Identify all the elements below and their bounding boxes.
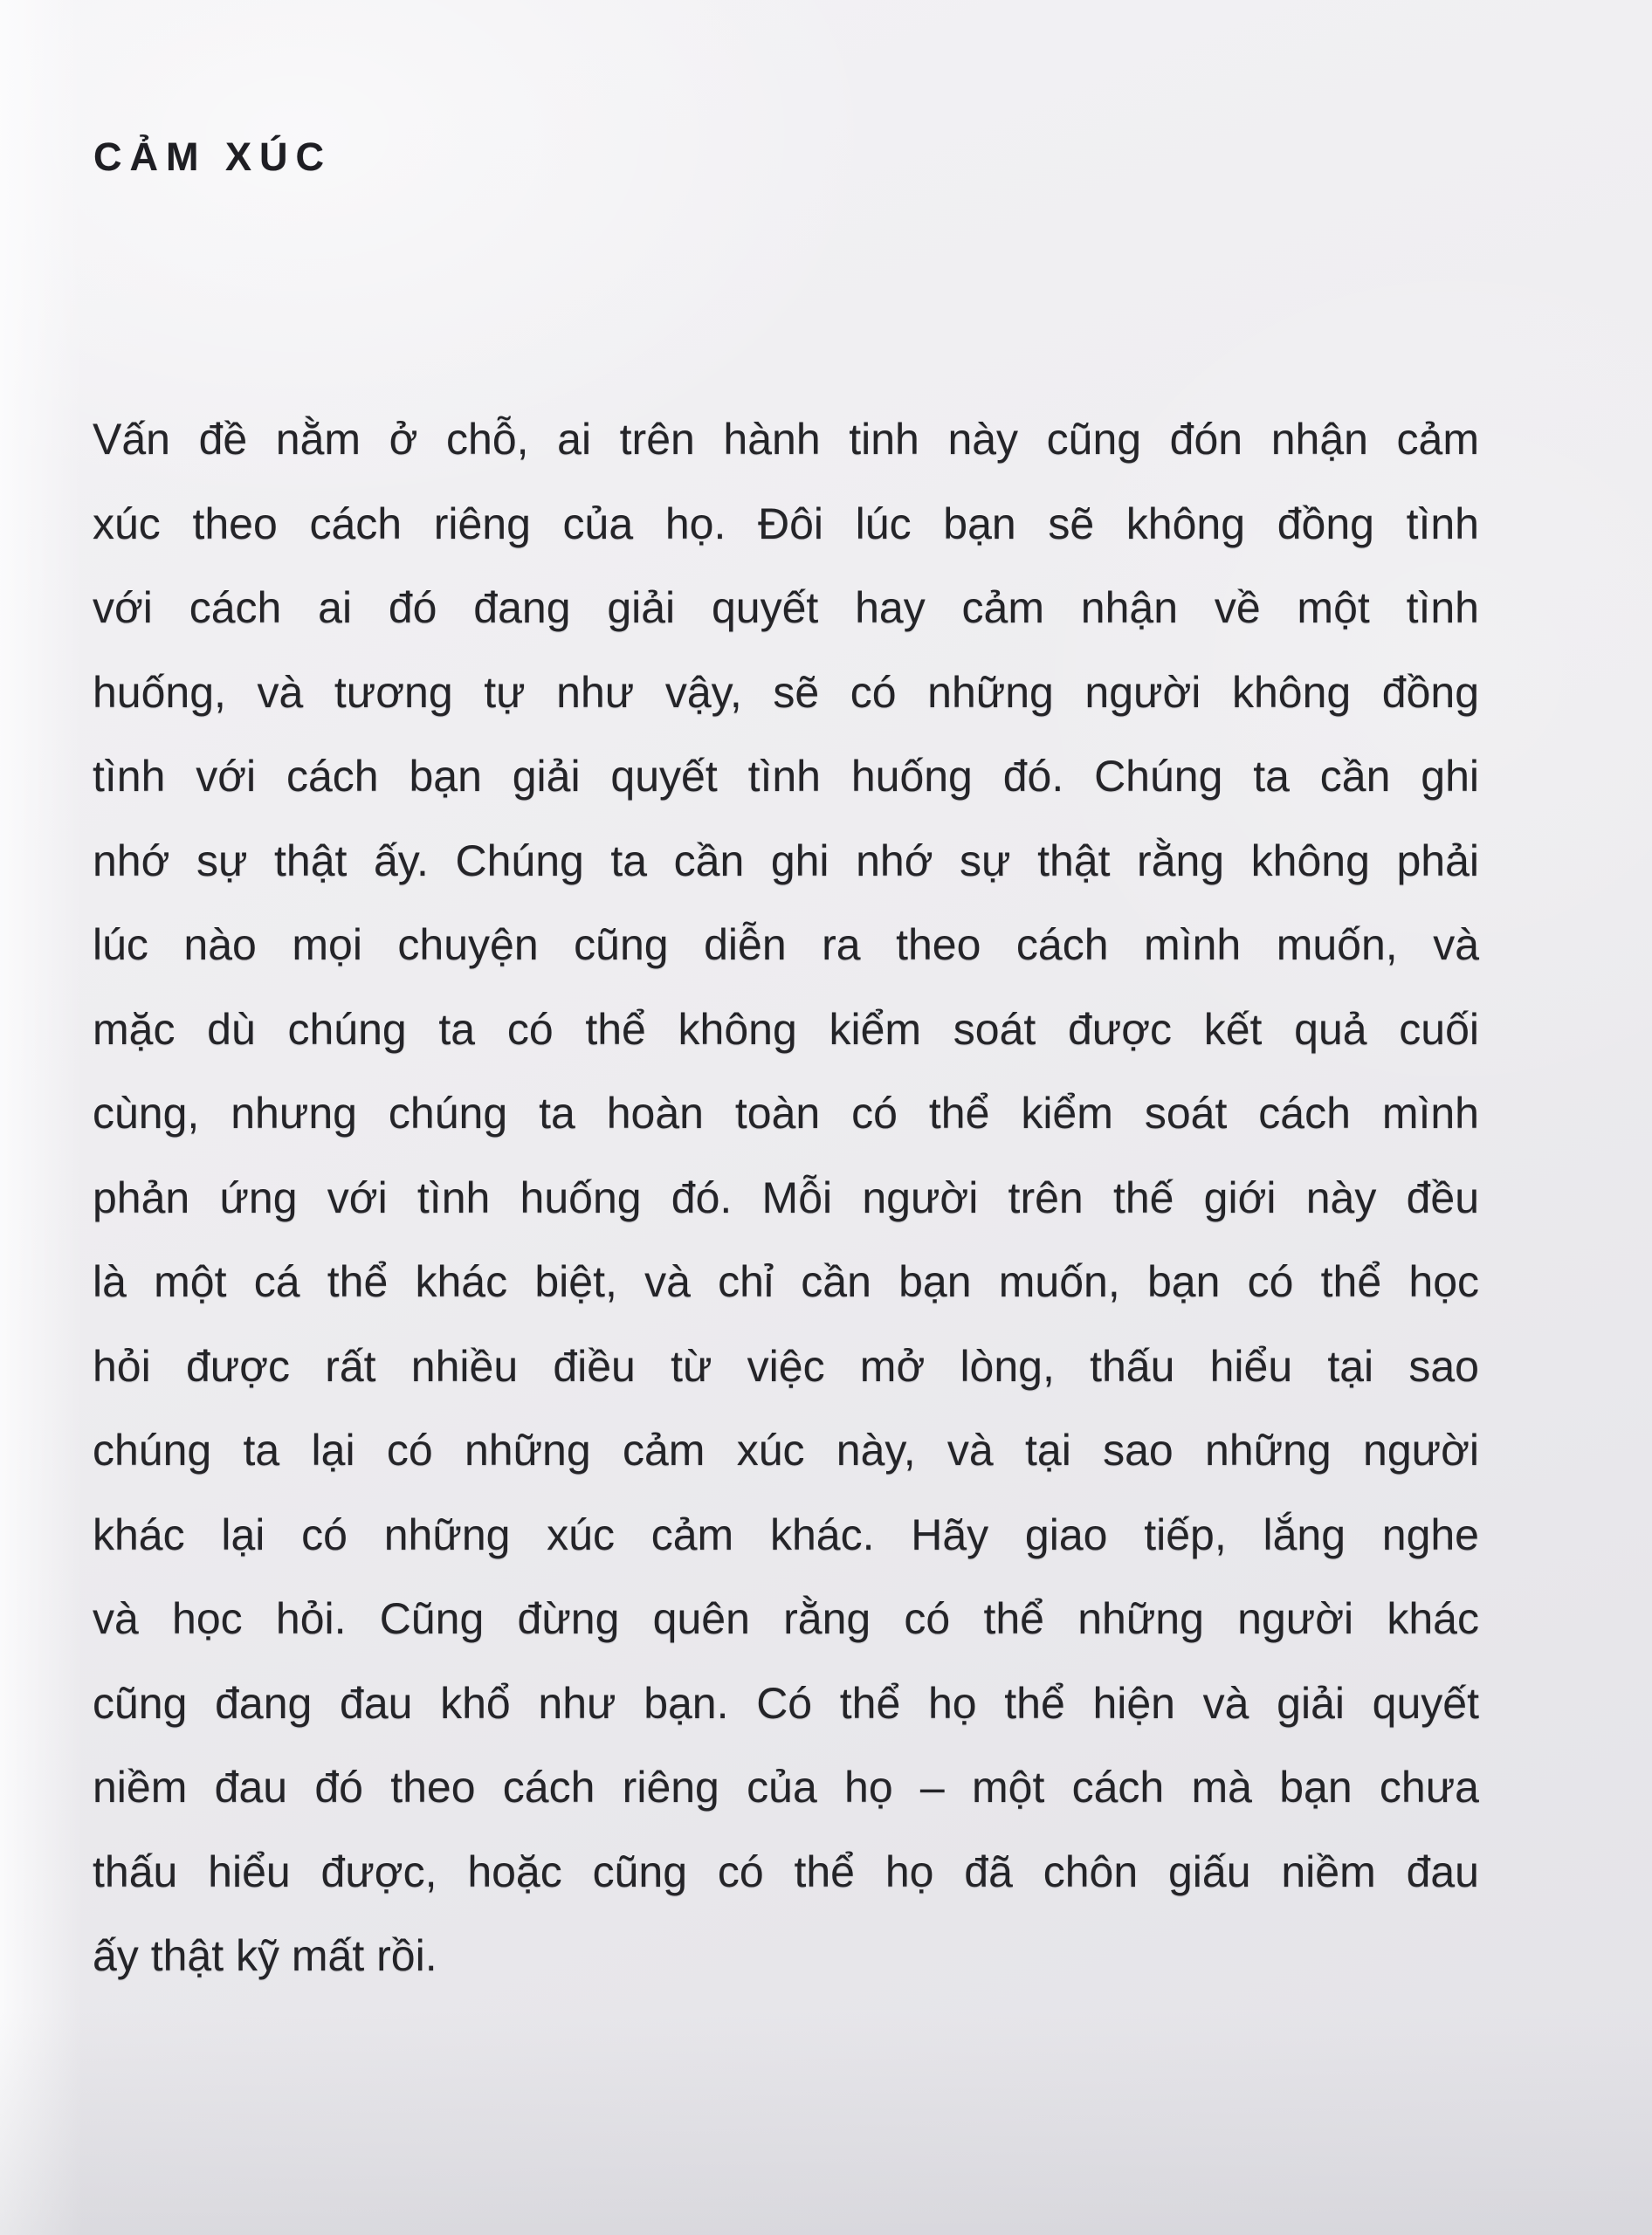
paragraph-line: hỏi được rất nhiều điều từ việc mở lòng, thấu hiểu tại sao (93, 1341, 1479, 1391)
paragraph-line: xúc theo cách riêng của họ. Đôi lúc bạn sẽ không đồng tình (93, 499, 1479, 548)
paragraph-line: cùng, nhưng chúng ta hoàn toàn có thể kiểm soát cách mình (93, 1089, 1479, 1138)
paragraph-line: là một cá thể khác biệt, và chỉ cần bạn muốn, bạn có thể học (93, 1257, 1479, 1306)
chapter-paragraph (93, 397, 1479, 1998)
paragraph-line: tình với cách bạn giải quyết tình huống đó. Chúng ta cần ghi (93, 752, 1479, 801)
paragraph-line: ấy thật kỹ mất rồi. (93, 1931, 437, 1980)
paragraph-line: và học hỏi. Cũng đừng quên rằng có thể những người khác (93, 1594, 1479, 1643)
paragraph-line: chúng ta lại có những cảm xúc này, và tại sao những người (93, 1426, 1479, 1475)
paragraph-line: nhớ sự thật ấy. Chúng ta cần ghi nhớ sự thật rằng không phải (93, 836, 1479, 885)
paragraph-line: lúc nào mọi chuyện cũng diễn ra theo cách mình muốn, và (93, 920, 1479, 969)
paragraph-line: mặc dù chúng ta có thể không kiểm soát được kết quả cuối (93, 1004, 1479, 1054)
paragraph-line: với cách ai đó đang giải quyết hay cảm nhận về một tình (93, 583, 1479, 632)
paragraph-line: huống, và tương tự như vậy, sẽ có những người không đồng (93, 667, 1479, 717)
paragraph-line: phản ứng với tình huống đó. Mỗi người trên thế giới này đều (93, 1173, 1479, 1222)
paragraph-line: cũng đang đau khổ như bạn. Có thể họ thể hiện và giải quyết (93, 1678, 1479, 1728)
paragraph-line: khác lại có những xúc cảm khác. Hãy giao tiếp, lắng nghe (93, 1509, 1479, 1559)
paragraph-line: Vấn đề nằm ở chỗ, ai trên hành tinh này cũng đón nhận cảm (93, 415, 1479, 464)
chapter-title: CẢM XÚC (93, 134, 332, 180)
paragraph-line: thấu hiểu được, hoặc cũng có thể họ đã chôn giấu niềm đau (93, 1846, 1479, 1896)
paragraph-line: niềm đau đó theo cách riêng của họ – một cách mà bạn chưa (93, 1763, 1479, 1812)
